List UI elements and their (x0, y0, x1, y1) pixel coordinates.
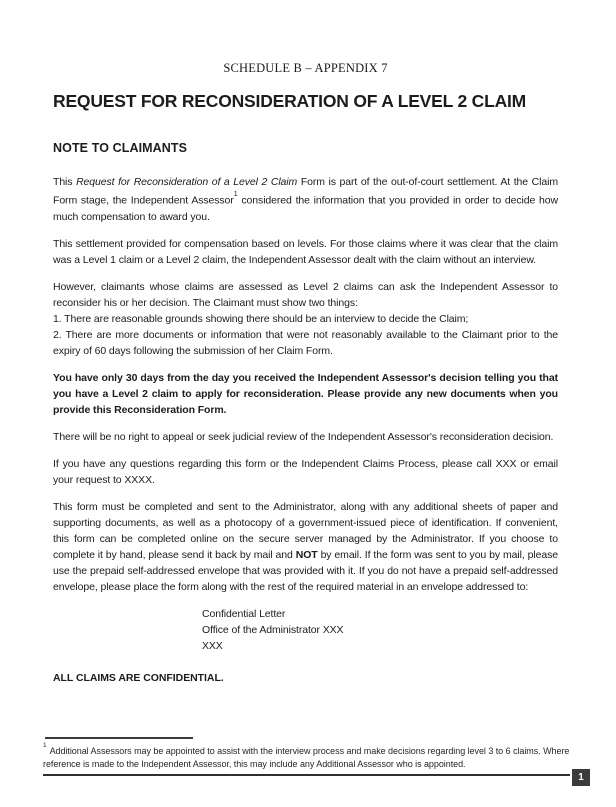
paragraph-compensation-levels: This settlement provided for compensation based on levels. For those claims where it was clear that the claim was a Level 1 claim or a Level 2 claim, the Independent Assessor dealt with the claim without an interview. (53, 237, 558, 266)
footnote-reference-marker: 1 (233, 190, 238, 198)
p1-tail: considered the information that you provided in order to decide how much compensation to award you. (53, 194, 558, 223)
p3-item-2: 2. There are more documents or information that were not reasonably available to the Claimant prior to the expiry of 60 days following the submission of her Claim Form. (53, 328, 558, 357)
address-line-2: Office of the Administrator XXX (202, 623, 344, 636)
p7-not-emphasis: NOT (295, 548, 318, 561)
p1-form-name-italic: Request for Reconsideration of a Level 2 Claim (76, 176, 298, 188)
p3-intro: However, claimants whose claims are assessed as Level 2 claims can ask the Independent Assessor to reconsider his or her decision. The Claimant must show two things: (53, 280, 558, 309)
p1-mid: Form is part of the out-of-court settlement. At the Claim Form stage, the Independent Assessor (53, 176, 559, 207)
footnote-separator-rule (45, 737, 193, 739)
note-to-claimants-heading: NOTE TO CLAIMANTS (53, 141, 188, 155)
p1-lead: This (53, 176, 77, 188)
paragraph-no-appeal: There will be no right to appeal or seek judicial review of the Independent Assessor's reconsideration decision. (53, 430, 554, 443)
paragraph-submission-instructions (53, 499, 558, 595)
p3-item-1: 1. There are reasonable grounds showing there should be an interview to decide the Claim; (53, 312, 469, 325)
p7-lead: This form must be completed and sent to the Administrator, along with any additional sheets of paper and supporting documents, as well as a photocopy of a government-issued piece of identification. If convenient, this form can be completed online on the secure server managed by the Administrator. If you choose to complete it by hand, please send it back by mail and (53, 500, 558, 561)
p7-tail: by email. If the form was sent to you by mail, please use the prepaid self-addressed envelope that was provided with it. If you do not have a prepaid self-addressed envelope, please place the form along with the rest of the required material in an envelope addressed to: (53, 548, 558, 593)
address-line-1: Confidential Letter (202, 607, 286, 620)
mailing-address-block (202, 606, 558, 654)
footnote (43, 743, 570, 776)
address-line-3: XXX (202, 639, 223, 652)
footnote-text: Additional Assessors may be appointed to assist with the interview process and make decisions regarding level 3 to 6 claims. Where reference is made to the Independent Assessor, this may include any Additional Assessor who is appointed. (43, 746, 570, 769)
paragraph-questions-contact: If you have any questions regarding this form or the Independent Claims Process, please call XXX or email your request to XXXX. (53, 457, 558, 486)
schedule-heading: SCHEDULE B – APPENDIX 7 (223, 61, 388, 75)
footnote-number: 1 (43, 742, 47, 750)
paragraph-settlement-intro (53, 174, 558, 225)
page-title: REQUEST FOR RECONSIDERATION OF A LEVEL 2 CLAIM (53, 91, 527, 111)
page-number-badge (572, 769, 590, 786)
page-number: 1 (578, 772, 584, 783)
confidentiality-statement: ALL CLAIMS ARE CONFIDENTIAL. (53, 671, 224, 684)
paragraph-reconsideration-conditions (53, 279, 558, 359)
paragraph-30-day-deadline: You have only 30 days from the day you received the Independent Assessor's decision telling you that you have a Level 2 claim to apply for reconsideration. Please provide any new documents when you provide this Reconsideration Form. (53, 371, 558, 416)
